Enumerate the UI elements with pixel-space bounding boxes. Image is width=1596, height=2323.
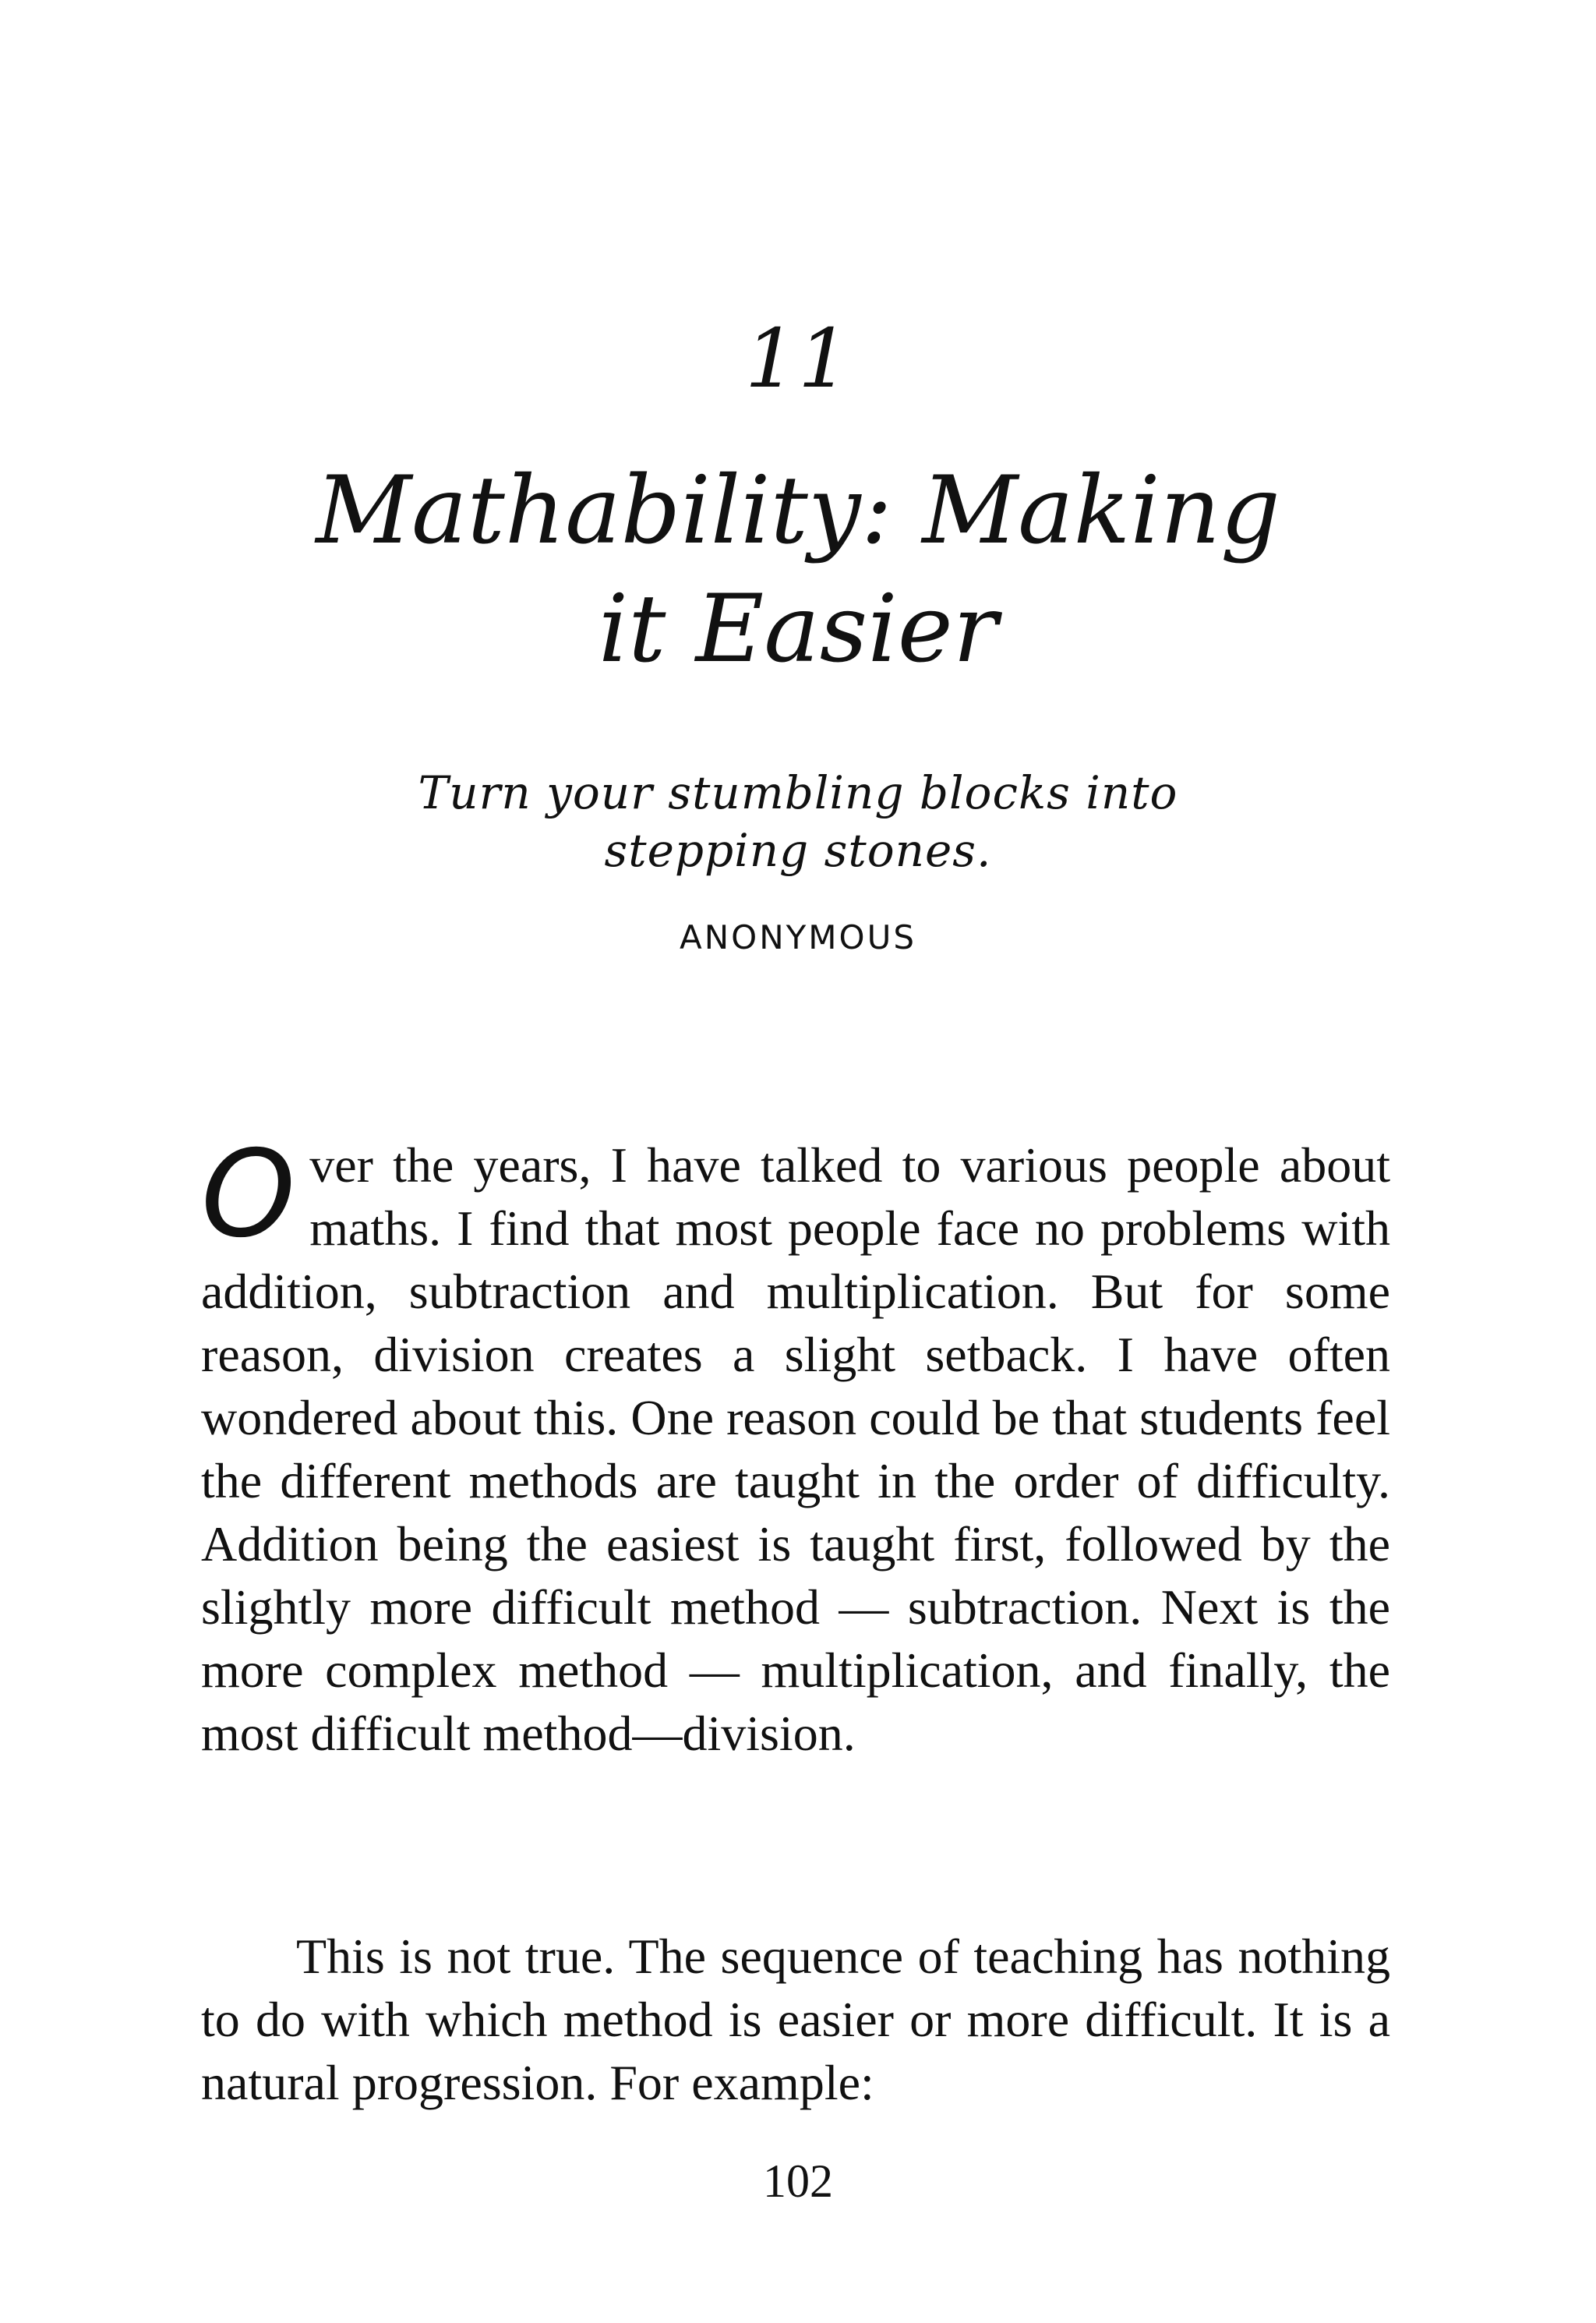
- epigraph-line-2: stepping stones.: [604, 824, 992, 877]
- body-paragraph-1: [201, 1125, 1390, 1765]
- epigraph-line-1: Turn your stumbling blocks into: [418, 766, 1178, 819]
- epigraph-attribution: ANONYMOUS: [680, 918, 916, 956]
- chapter-title-line-2: it Easier: [598, 575, 998, 684]
- chapter-title: [0, 452, 1596, 689]
- body-paragraph-2: This is not true. The sequence of teaching has nothing to do with which method is easier or more difficult. It is a natural progression. For example:: [201, 1929, 1390, 2110]
- drop-cap: O: [201, 1125, 296, 1264]
- chapter-number: 11: [744, 311, 852, 406]
- page-number: 102: [763, 2155, 833, 2207]
- epigraph-quote: [0, 764, 1596, 879]
- chapter-title-line-1: Mathability: Making: [316, 457, 1280, 565]
- body-paragraph-1-text: ver the years, I have talked to various people about maths. I find that most people face no problems with addition, subtraction and multiplication. But for some reason, division creates a slight setback. I have often wondered about this. One reason could be that students feel the different methods are taught in the order of difficulty. Addition being the easiest is taught first, followed by the slightly more difficult method — subtraction. Next is the more complex method — multiplication, and finally, the most difficult method—division.: [201, 1137, 1390, 1761]
